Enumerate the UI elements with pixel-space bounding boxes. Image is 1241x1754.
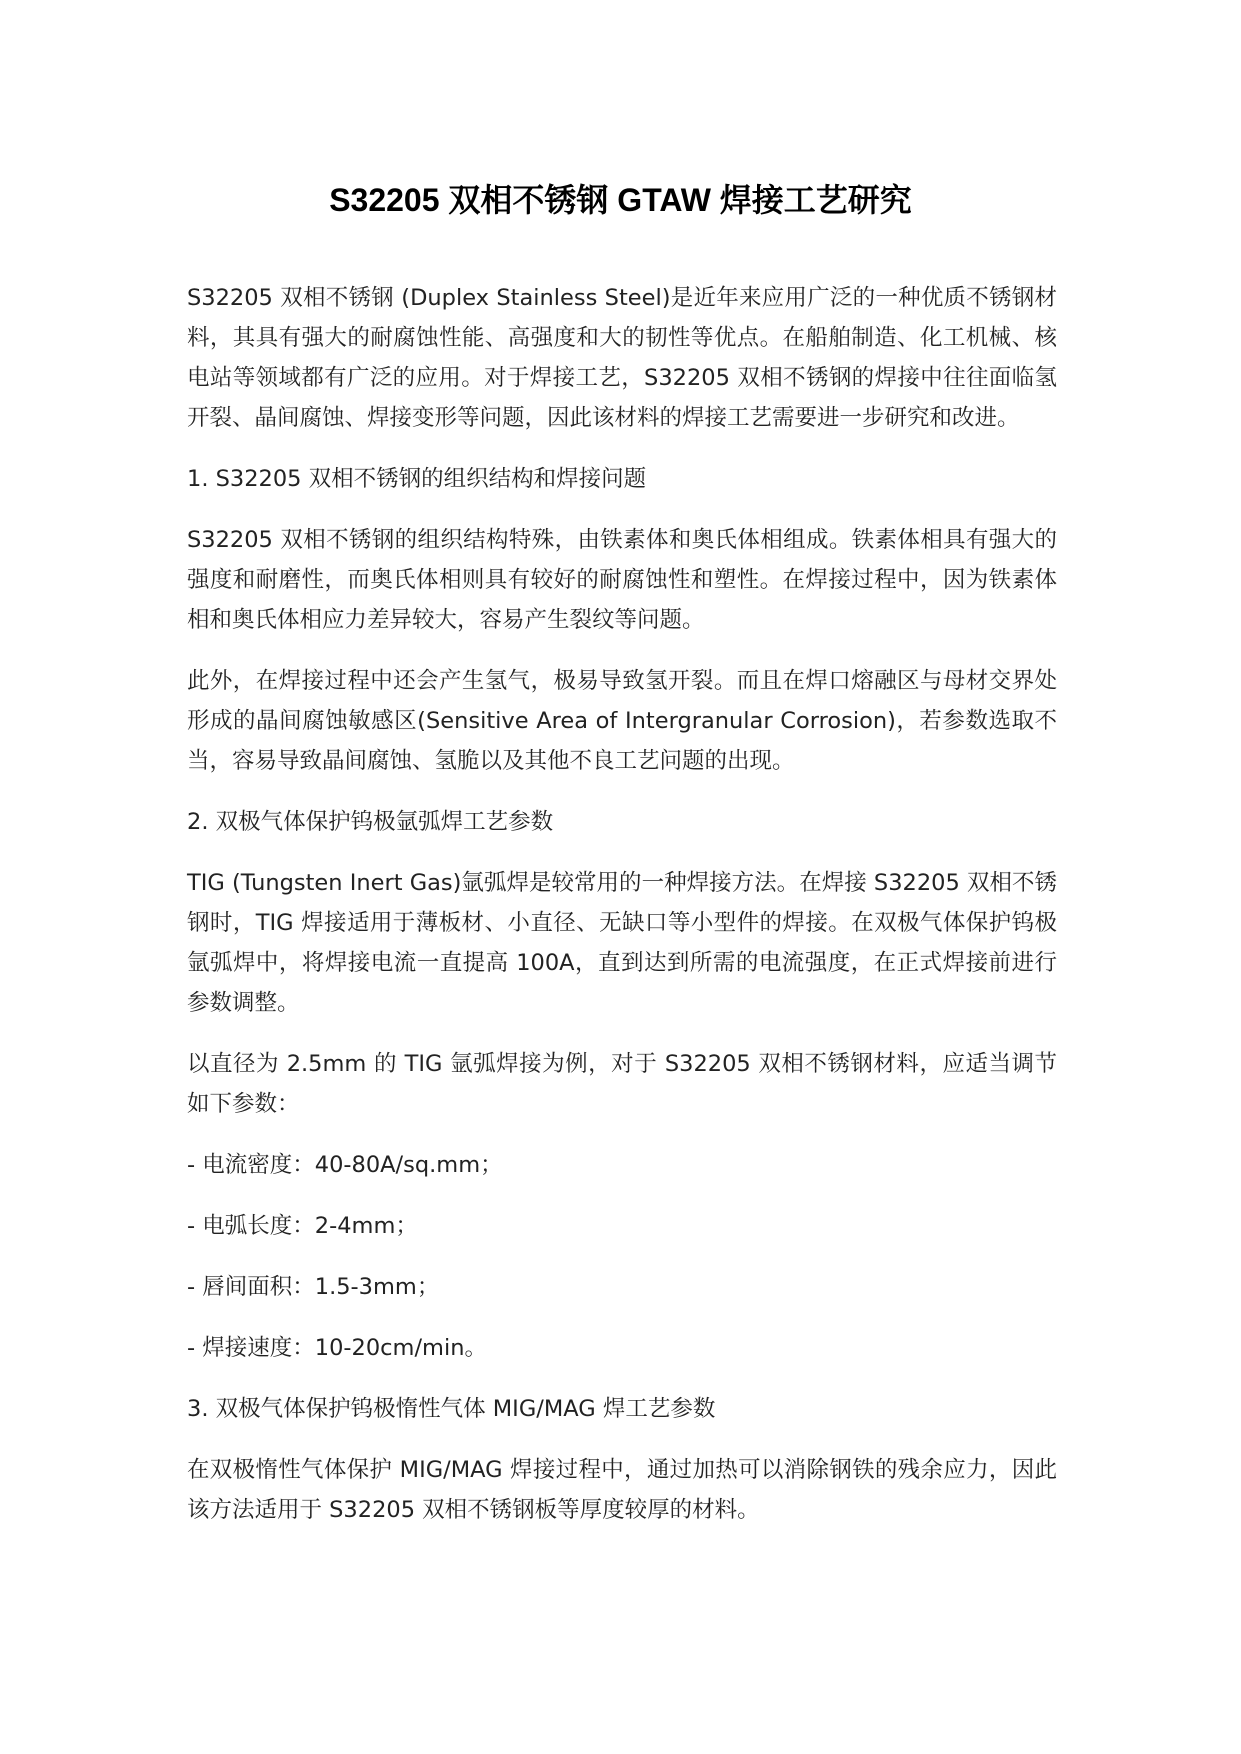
body-paragraph: 以直径为 2.5mm 的 TIG 氩弧焊接为例，对于 S32205 双相不锈钢材料，应适当调节如下参数： [187, 1051, 1057, 1117]
parameter-list-item: - 电弧长度：2-4mm； [187, 1213, 418, 1239]
body-paragraph: 此外，在焊接过程中还会产生氢气，极易导致氢开裂。而且在焊口熔融区与母材交界处形成的晶间腐蚀敏感区(Sensitive Area of Intergranular Corrosion)，若参数选取不当，容易导致晶间腐蚀、氢脆以及其他不良工艺问题的出现。 [187, 668, 1057, 774]
parameter-list-item: - 唇间面积：1.5-3mm； [187, 1274, 440, 1300]
document-body [187, 278, 1057, 1551]
section-heading-2: 2. 双极气体保护钨极氩弧焊工艺参数 [187, 809, 554, 835]
section-heading-3: 3. 双极气体保护钨极惰性气体 MIG/MAG 焊工艺参数 [187, 1396, 716, 1422]
body-paragraph: 在双极惰性气体保护 MIG/MAG 焊接过程中，通过加热可以消除钢铁的残余应力，因此该方法适用于 S32205 双相不锈钢板等厚度较厚的材料。 [187, 1457, 1057, 1523]
intro-paragraph: S32205 双相不锈钢 (Duplex Stainless Steel)是近年来应用广泛的一种优质不锈钢材料，其具有强大的耐腐蚀性能、高强度和大的韧性等优点。在船舶制造、化工机械、核电站等领域都有广泛的应用。对于焊接工艺，S32205 双相不锈钢的焊接中往往面临氢开裂、晶间腐蚀、焊接变形等问题，因此该材料的焊接工艺需要进一步研究和改进。 [187, 285, 1057, 431]
section-heading-1: 1. S32205 双相不锈钢的组织结构和焊接问题 [187, 466, 647, 492]
body-paragraph: TIG (Tungsten Inert Gas)氩弧焊是较常用的一种焊接方法。在焊接 S32205 双相不锈钢时，TIG 焊接适用于薄板材、小直径、无缺口等小型件的焊接。在双极气体保护钨极氩弧焊中，将焊接电流一直提高 100A，直到达到所需的电流强度，在正式焊接前进行参数调整。 [187, 870, 1057, 1016]
parameter-list-item: - 电流密度：40-80A/sq.mm； [187, 1152, 503, 1178]
body-paragraph: S32205 双相不锈钢的组织结构特殊，由铁素体和奥氏体相组成。铁素体相具有强大的强度和耐磨性，而奥氏体相则具有较好的耐腐蚀性和塑性。在焊接过程中，因为铁素体相和奥氏体相应力差异较大，容易产生裂纹等问题。 [187, 527, 1057, 633]
parameter-list-item: - 焊接速度：10-20cm/min。 [187, 1335, 487, 1361]
document-title: S32205 双相不锈钢 GTAW 焊接工艺研究 [329, 182, 912, 218]
